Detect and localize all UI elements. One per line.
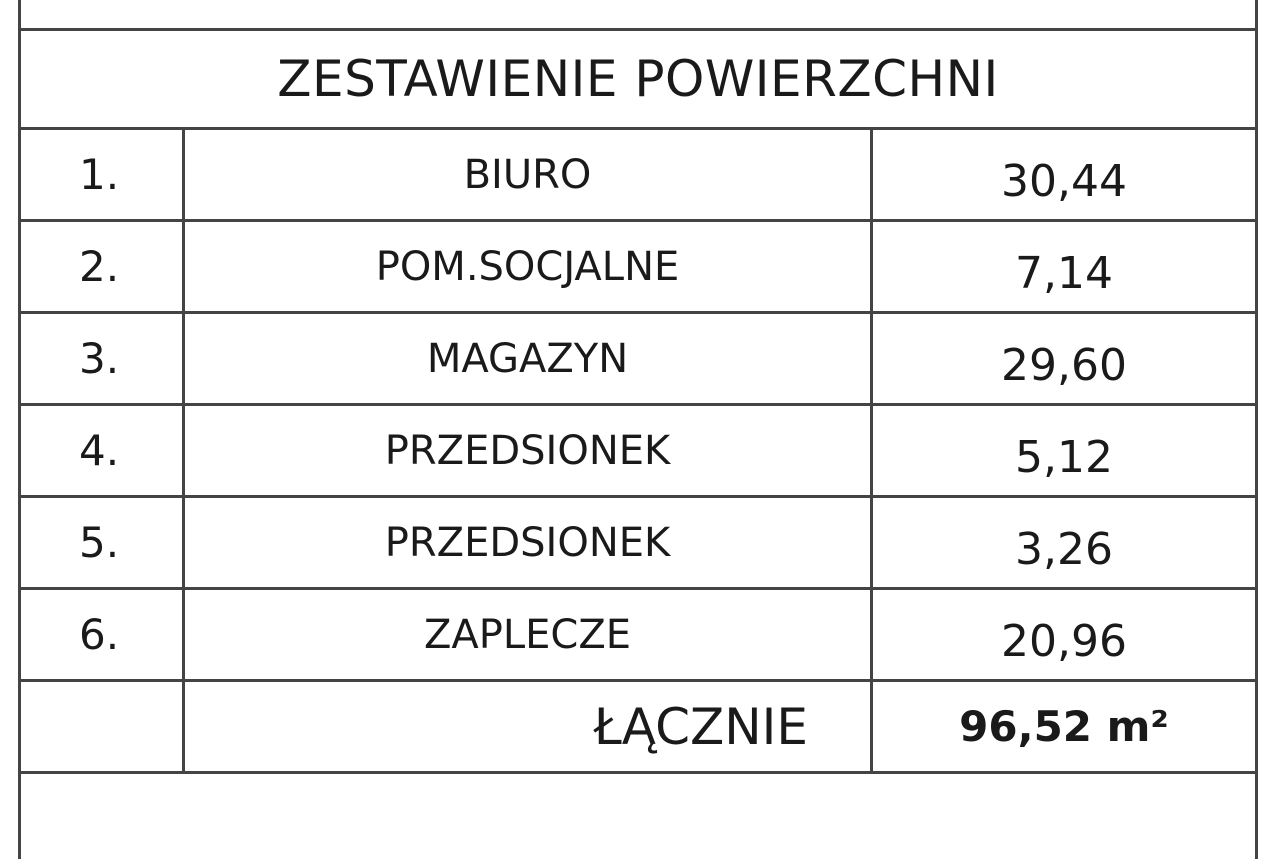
- row-number: 5.: [21, 498, 185, 587]
- room-area: 29,60: [1001, 340, 1127, 391]
- total-label: ŁĄCZNIE: [185, 682, 873, 771]
- table-row: [21, 314, 1255, 406]
- row-number: 4.: [21, 406, 185, 495]
- empty-bottom-row: [21, 790, 1255, 859]
- room-area: 5,12: [1015, 432, 1113, 483]
- total-value: 96,52 m²: [959, 702, 1169, 751]
- room-name: PRZEDSIONEK: [185, 498, 873, 587]
- table-row: [21, 498, 1255, 590]
- table-row: [21, 222, 1255, 314]
- room-area: 20,96: [1001, 616, 1127, 667]
- table-row: [21, 406, 1255, 498]
- total-empty-cell: [21, 682, 185, 771]
- area-summary-sheet: [18, 0, 1258, 859]
- row-number: 6.: [21, 590, 185, 679]
- table-row: [21, 590, 1255, 682]
- room-name: MAGAZYN: [185, 314, 873, 403]
- room-area: 3,26: [1015, 524, 1113, 575]
- table-row: [21, 130, 1255, 222]
- room-area: 30,44: [1001, 156, 1127, 207]
- row-number: 3.: [21, 314, 185, 403]
- area-table: [21, 130, 1255, 774]
- table-title: ZESTAWIENIE POWIERZCHNI: [21, 31, 1255, 130]
- room-name: BIURO: [185, 130, 873, 219]
- total-row: [21, 682, 1255, 774]
- row-number: 2.: [21, 222, 185, 311]
- room-name: POM.SOCJALNE: [185, 222, 873, 311]
- room-area: 7,14: [1015, 248, 1113, 299]
- room-name: ZAPLECZE: [185, 590, 873, 679]
- room-name: PRZEDSIONEK: [185, 406, 873, 495]
- row-number: 1.: [21, 130, 185, 219]
